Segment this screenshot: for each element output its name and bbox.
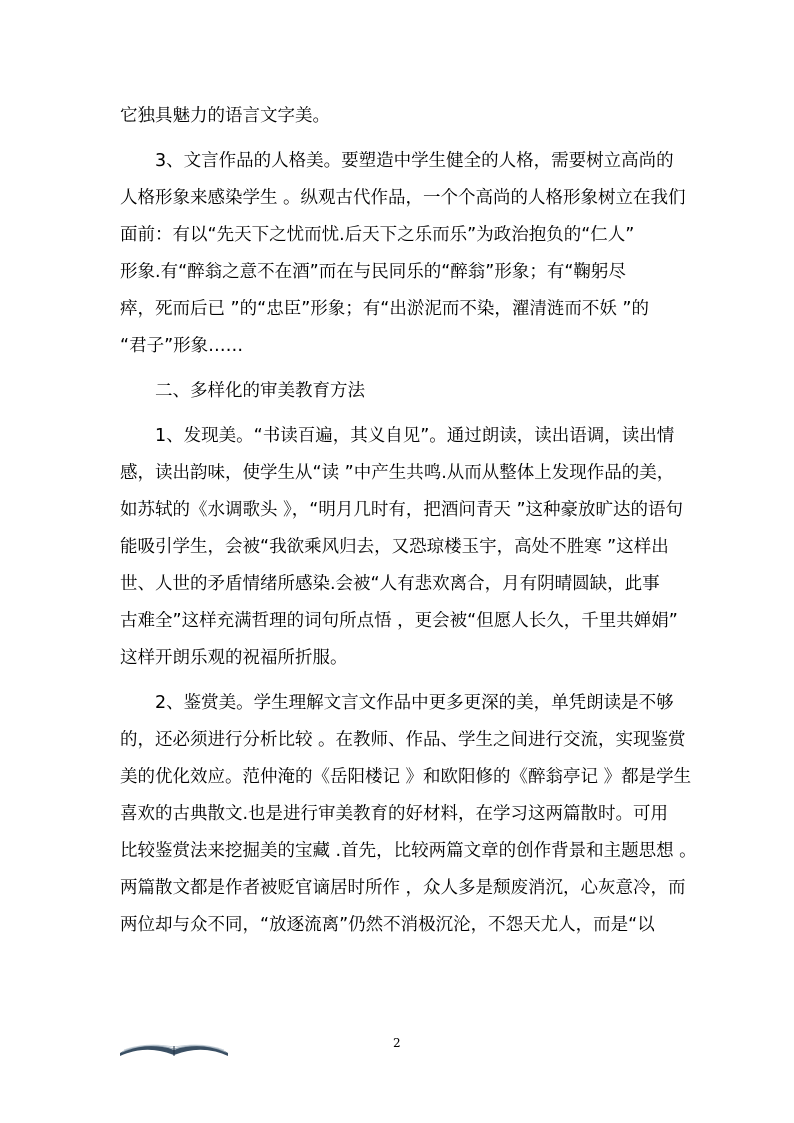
text-line: 两位却与众不同，“放逐流离”仍然不消极沉沦，不怨天尤人，而是“以 (120, 915, 655, 935)
text-line: 人格形象来感染学生 。纵观古代作品，一个个高尚的人格形象树立在我们 (120, 188, 686, 208)
text-line: 美的优化效应。范仲淹的《岳阳楼记 》和欧阳修的《醉翁亭记 》都是学生 (120, 767, 692, 787)
text-line: “君子”形象…… (120, 336, 244, 356)
text-line: 2、鉴赏美。学生理解文言文作品中更多更深的美，单凭朗读是不够 (155, 693, 674, 713)
page-number: 2 (393, 1036, 401, 1050)
text-line: 它独具魅力的语言文字美。 (120, 106, 330, 126)
text-line: 形象.有“醉翁之意不在酒”而在与民同乐的“醉翁”形象；有“鞠躬尽 (120, 262, 626, 282)
text-line: 面前：有以“先天下之忧而忧.后天下之乐而乐”为政治抱负的“仁人” (120, 225, 635, 245)
text-line: 能吸引学生，会被“我欲乘风归去，又恐琼楼玉宇，高处不胜寒 ”这样出 (120, 537, 669, 557)
text-line: 世、人世的矛盾情绪所感染.会被“人有悲欢离合，月有阴晴圆缺，此事 (120, 574, 660, 594)
text-line: 比较鉴赏法来挖掘美的宝藏 .首先，比较两篇文章的创作背景和主题思想 。 (120, 841, 697, 861)
text-line: 1、发现美。“书读百遍，其义自见”。通过朗读，读出语调，读出情 (155, 426, 675, 446)
text-line: 两篇散文都是作者被贬官谪居时所作 ，众人多是颓废消沉，心灰意冷，而 (120, 878, 686, 898)
text-line: 如苏轼的《水调歌头 》，“明月几时有，把酒问青天 ”这种豪放旷达的语句 (120, 500, 684, 520)
text-line: 的，还必须进行分析比较 。在教师、作品、学生之间进行交流，实现鉴赏 (120, 730, 686, 750)
text-line: 3、文言作品的人格美。要塑造中学生健全的人格，需要树立高尚的 (155, 151, 674, 171)
open-book-icon (118, 1034, 230, 1064)
section-heading: 二、多样化的审美教育方法 (155, 381, 365, 401)
text-line: 喜欢的古典散文.也是进行审美教育的好材料，在学习这两篇散时。可用 (120, 804, 669, 824)
text-line: 古难全”这样充满哲理的词句所点悟 ，更会被“但愿人长久，千里共婵娟” (120, 611, 678, 631)
text-line: 瘁，死而后已 ”的“忠臣”形象；有“出淤泥而不染，濯清涟而不妖 ”的 (120, 299, 649, 319)
text-line: 感，读出韵味，使学生从“读 ”中产生共鸣.从而从整体上发现作品的美， (120, 463, 675, 483)
text-line: 这样开朗乐观的祝福所折服。 (120, 648, 348, 668)
